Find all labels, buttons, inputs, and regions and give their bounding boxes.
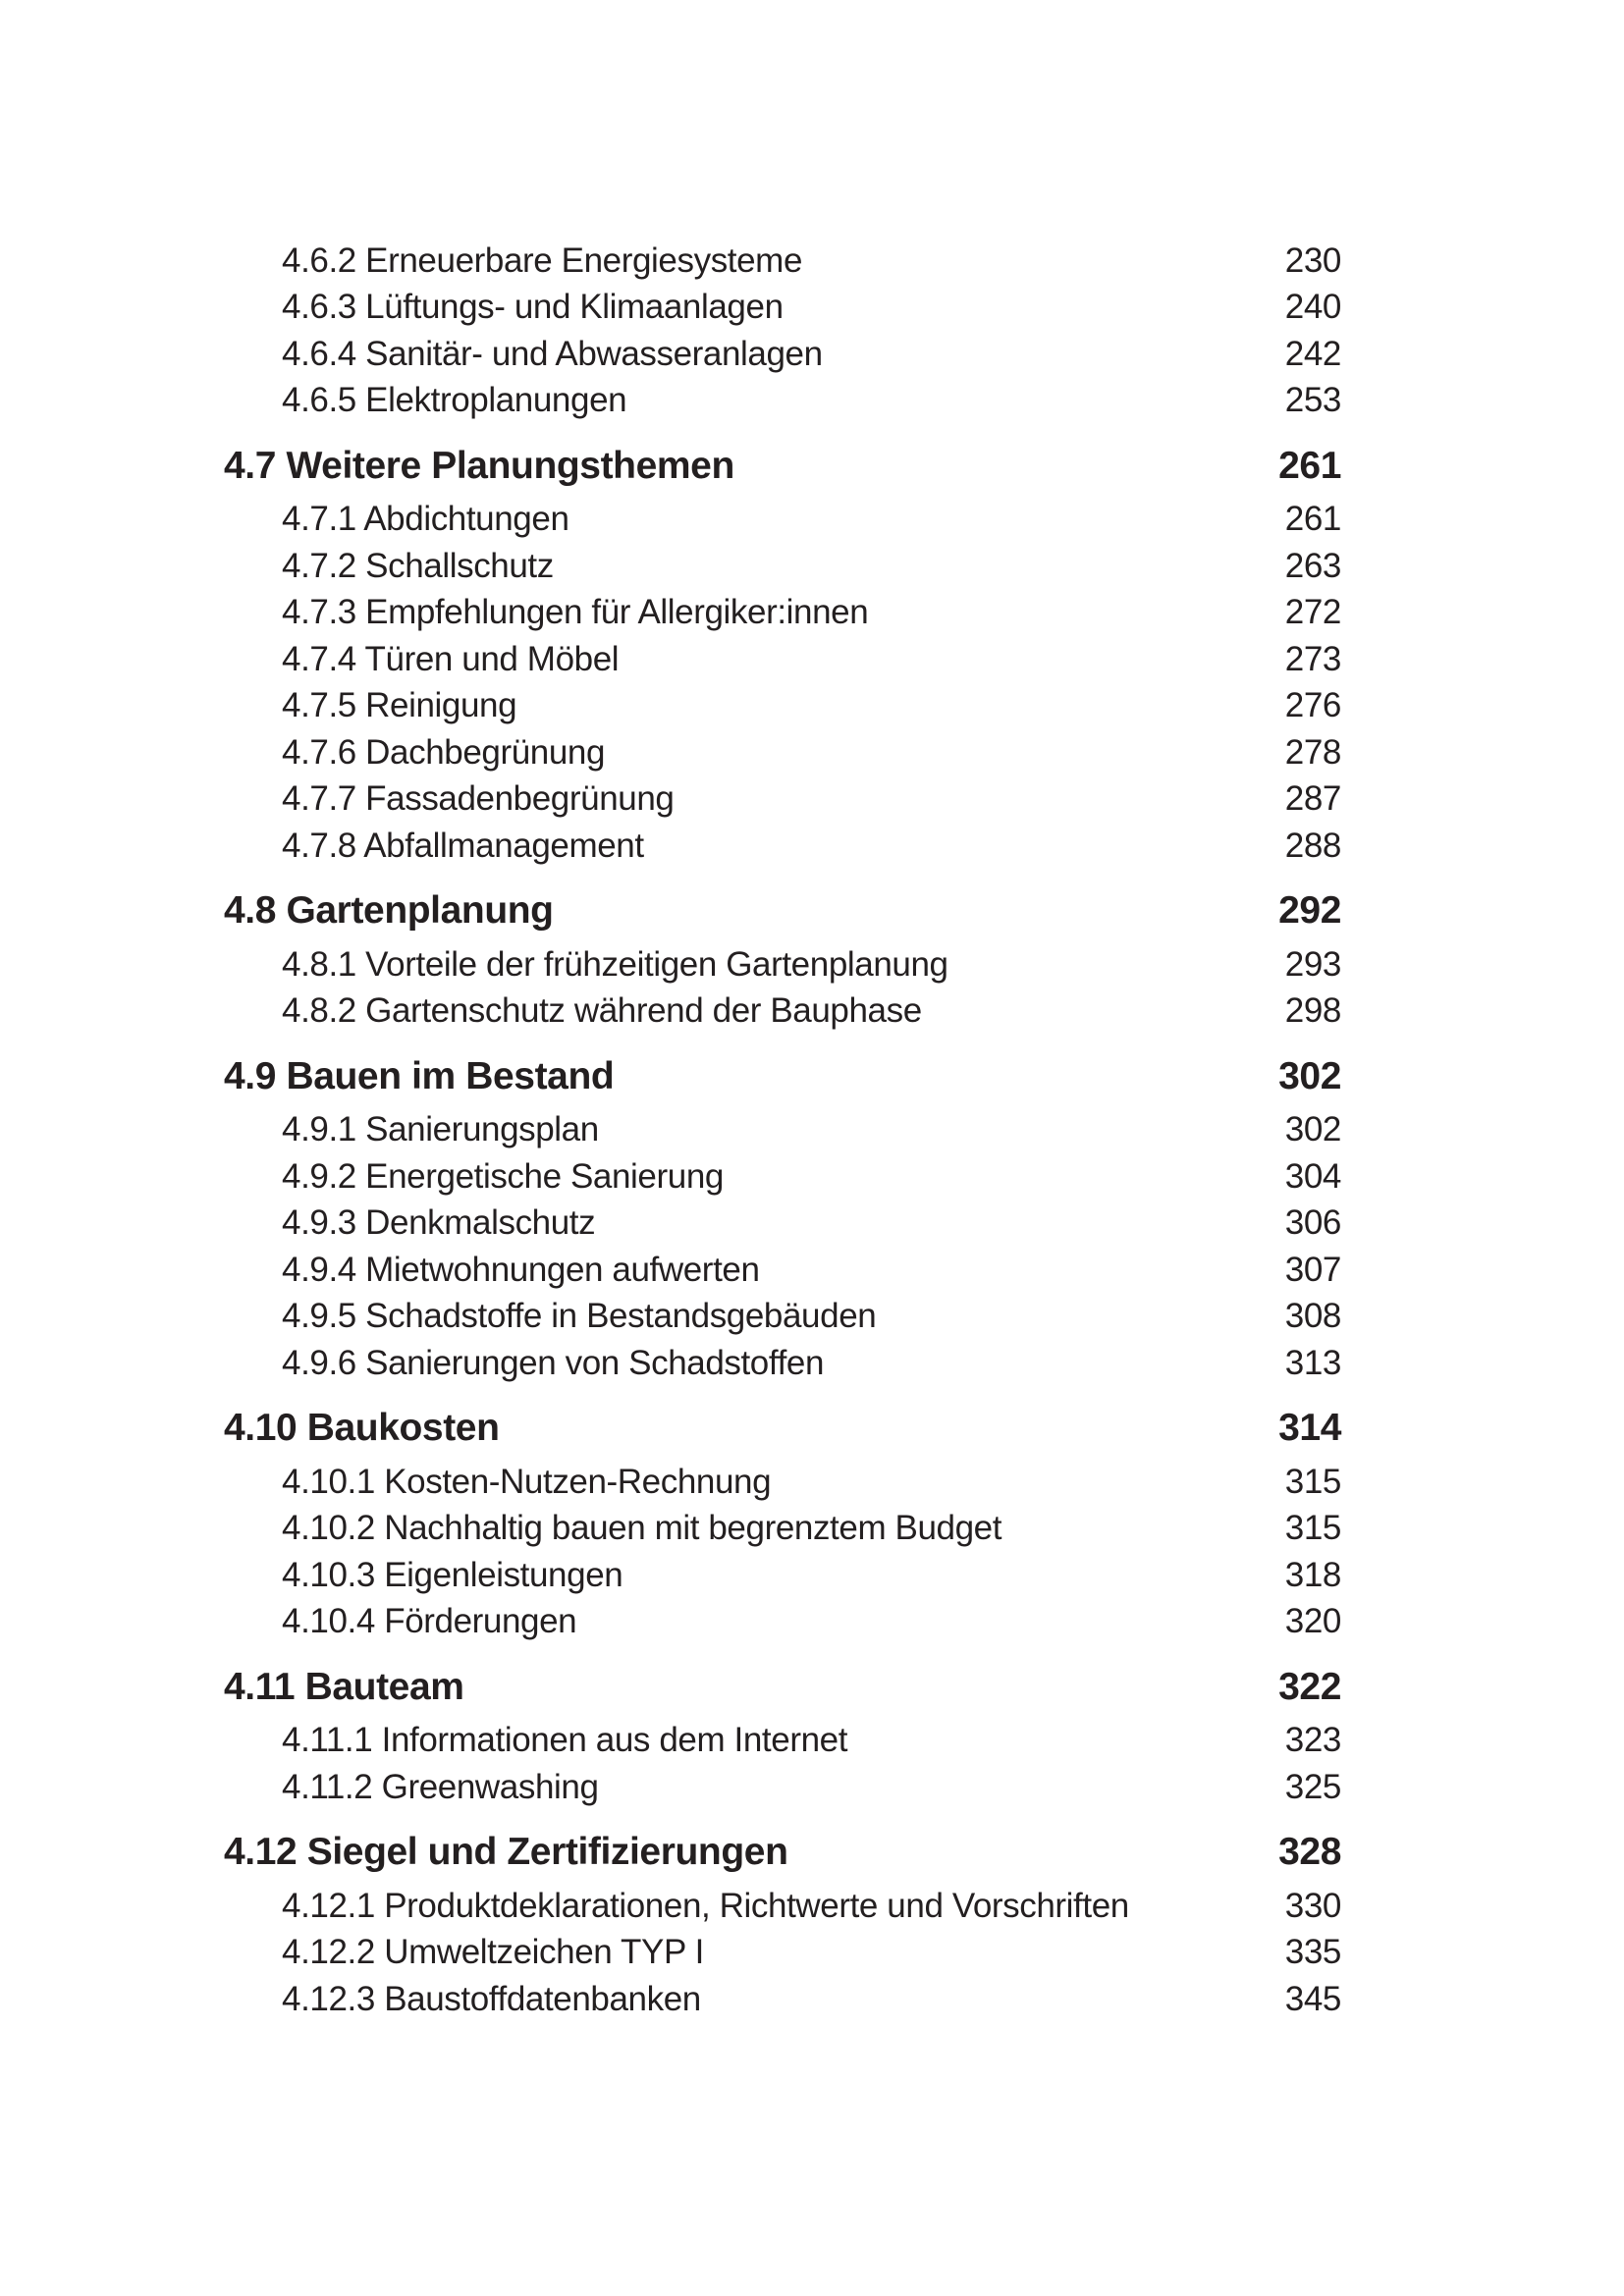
toc-entry [224, 1294, 1341, 1341]
section-title: 4.11 Bauteam [224, 1665, 464, 1708]
toc-entry [224, 1201, 1341, 1248]
toc-section-header [224, 1387, 1341, 1460]
toc-entry [224, 590, 1341, 637]
toc-entry-title: 4.10.4 Förderungen [282, 1602, 577, 1641]
toc-entry-title: 4.10.1 Kosten-Nutzen-Rechnung [282, 1462, 772, 1501]
toc-entry-title: 4.6.4 Sanitär- und Abwasseranlagen [282, 334, 823, 373]
toc-entry-title: 4.6.3 Lüftungs- und Klimaanlagen [282, 288, 784, 327]
toc-section-header [224, 424, 1341, 497]
toc-entry-title: 4.6.2 Erneuerbare Energiesysteme [282, 240, 803, 280]
toc-section-header [224, 1645, 1341, 1718]
toc-entry-page-number: 320 [1284, 1602, 1341, 1641]
toc-entry-title: 4.9.2 Energetische Sanierung [282, 1156, 724, 1196]
section-title: 4.9 Bauen im Bestand [224, 1054, 615, 1097]
toc-entry-page-number: 315 [1284, 1462, 1341, 1501]
toc-entry [224, 378, 1341, 425]
section-title: 4.7 Weitere Planungsthemen [224, 444, 734, 487]
section-title: 4.10 Baukosten [224, 1407, 500, 1450]
toc-entry-page-number: 318 [1284, 1555, 1341, 1594]
toc-entry-page-number: 315 [1284, 1509, 1341, 1548]
toc-entry-page-number: 230 [1284, 240, 1341, 280]
toc-entry-page-number: 306 [1284, 1203, 1341, 1243]
toc-entry [224, 1976, 1341, 2023]
toc-entry-title: 4.6.5 Elektroplanungen [282, 381, 627, 420]
toc-entry [224, 331, 1341, 378]
section-page-number: 314 [1278, 1407, 1341, 1450]
toc-section-header [224, 1811, 1341, 1884]
toc-entry [224, 1153, 1341, 1201]
toc-entry-title: 4.9.5 Schadstoffe in Bestandsgebäuden [282, 1297, 877, 1336]
toc-entry-page-number: 240 [1284, 288, 1341, 327]
toc-entry [224, 1506, 1341, 1553]
toc-entry [224, 1599, 1341, 1646]
toc-entry-page-number: 298 [1284, 991, 1341, 1031]
toc-entry [224, 776, 1341, 824]
toc-entry-title: 4.9.1 Sanierungsplan [282, 1110, 599, 1149]
toc-entry-page-number: 308 [1284, 1297, 1341, 1336]
toc-entry-page-number: 276 [1284, 686, 1341, 725]
toc-entry-title: 4.10.3 Eigenleistungen [282, 1555, 623, 1594]
toc-entry-page-number: 272 [1284, 593, 1341, 632]
toc-entry-title: 4.12.1 Produktdeklarationen, Richtwerte und Vorschriften [282, 1886, 1129, 1925]
toc-entry-page-number: 261 [1284, 500, 1341, 539]
toc-entry-page-number: 263 [1284, 546, 1341, 585]
toc-entry-page-number: 307 [1284, 1250, 1341, 1289]
toc-entry-title: 4.11.1 Informationen aus dem Internet [282, 1721, 848, 1760]
section-title: 4.12 Siegel und Zertifizierungen [224, 1831, 788, 1874]
toc-entry-page-number: 293 [1284, 944, 1341, 984]
toc-entry [224, 1107, 1341, 1154]
toc-entry-page-number: 278 [1284, 732, 1341, 772]
toc-entry [224, 941, 1341, 988]
toc-entry [224, 729, 1341, 776]
toc-entry [224, 823, 1341, 870]
toc-entry-page-number: 302 [1284, 1110, 1341, 1149]
toc-entry-title: 4.12.3 Baustoffdatenbanken [282, 1979, 701, 2018]
toc-entry-page-number: 253 [1284, 381, 1341, 420]
toc-entry-title: 4.9.4 Mietwohnungen aufwerten [282, 1250, 760, 1289]
toc-entry-page-number: 242 [1284, 334, 1341, 373]
toc-section-header [224, 870, 1341, 942]
toc-entry-title: 4.7.6 Dachbegrünung [282, 732, 606, 772]
toc-entry [224, 238, 1341, 285]
toc-entry-page-number: 345 [1284, 1979, 1341, 2018]
toc-entry [224, 1459, 1341, 1506]
toc-entry [224, 1883, 1341, 1930]
toc-entry-page-number: 304 [1284, 1156, 1341, 1196]
toc-entry-title: 4.8.2 Gartenschutz während der Bauphase [282, 991, 922, 1031]
toc-entry [224, 285, 1341, 332]
toc-entry-title: 4.7.8 Abfallmanagement [282, 826, 644, 865]
toc-entry [224, 1930, 1341, 1977]
toc-entry-title: 4.12.2 Umweltzeichen TYP I [282, 1933, 704, 1972]
section-page-number: 261 [1278, 444, 1341, 487]
toc-entry-title: 4.9.3 Denkmalschutz [282, 1203, 596, 1243]
toc-entry-title: 4.7.7 Fassadenbegrünung [282, 779, 675, 819]
toc-entry [224, 683, 1341, 730]
toc-entry-page-number: 273 [1284, 639, 1341, 678]
toc-entry [224, 1718, 1341, 1765]
toc-entry [224, 1552, 1341, 1599]
section-title: 4.8 Gartenplanung [224, 889, 554, 933]
section-page-number: 322 [1278, 1665, 1341, 1708]
toc-entry [224, 497, 1341, 544]
section-page-number: 302 [1278, 1054, 1341, 1097]
table-of-contents [224, 238, 1341, 2023]
toc-entry-title: 4.7.1 Abdichtungen [282, 500, 569, 539]
toc-entry-page-number: 287 [1284, 779, 1341, 819]
toc-entry [224, 636, 1341, 683]
toc-entry-page-number: 325 [1284, 1767, 1341, 1806]
toc-section-header [224, 1035, 1341, 1107]
toc-entry-title: 4.8.1 Vorteile der frühzeitigen Gartenplanung [282, 944, 948, 984]
toc-entry-title: 4.7.2 Schallschutz [282, 546, 554, 585]
toc-entry-title: 4.7.3 Empfehlungen für Allergiker:innen [282, 593, 869, 632]
toc-entry-page-number: 335 [1284, 1933, 1341, 1972]
toc-entry [224, 988, 1341, 1036]
toc-entry-page-number: 330 [1284, 1886, 1341, 1925]
toc-entry [224, 543, 1341, 590]
toc-entry-title: 4.11.2 Greenwashing [282, 1767, 599, 1806]
toc-entry [224, 1247, 1341, 1294]
toc-entry-title: 4.7.5 Reinigung [282, 686, 517, 725]
toc-entry [224, 1764, 1341, 1811]
toc-entry-title: 4.10.2 Nachhaltig bauen mit begrenztem Budget [282, 1509, 1002, 1548]
toc-entry-page-number: 323 [1284, 1721, 1341, 1760]
toc-entry-page-number: 288 [1284, 826, 1341, 865]
toc-entry [224, 1340, 1341, 1387]
toc-entry-page-number: 313 [1284, 1343, 1341, 1382]
toc-entry-title: 4.7.4 Türen und Möbel [282, 639, 620, 678]
toc-entry-title: 4.9.6 Sanierungen von Schadstoffen [282, 1343, 825, 1382]
section-page-number: 328 [1278, 1831, 1341, 1874]
section-page-number: 292 [1278, 889, 1341, 933]
